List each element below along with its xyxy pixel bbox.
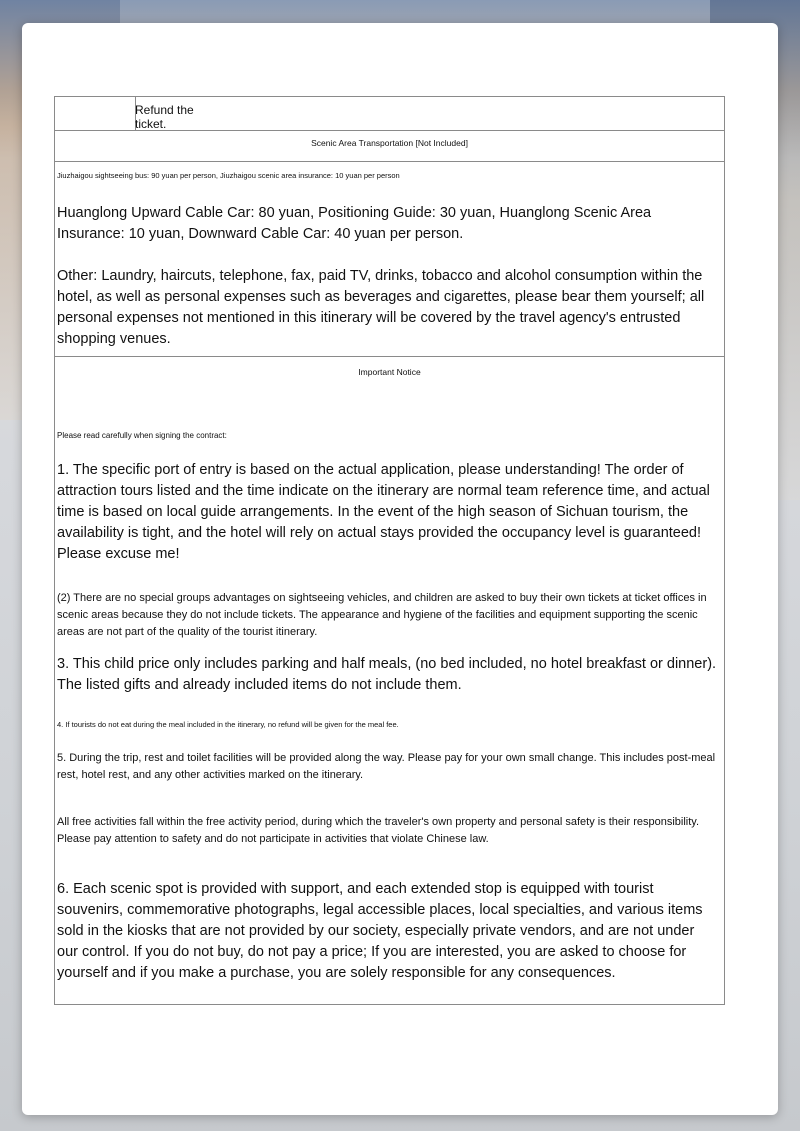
transport-section-title: Scenic Area Transportation [Not Included] <box>311 138 468 148</box>
free-activity-text: All free activities fall within the free activity period, during which the traveler's own property and personal safety is their responsibility. Please pay attention to safety and do not participate in activities that violate Chinese law. <box>57 816 700 845</box>
notice-item-6: 6. Each scenic spot is provided with support, and each extended stop is equipped with tourist souvenirs, commemorative photographs, legal accessible places, local specialties, and various items sold in the kiosks that are not provided by our society, especially private vendors, and are not under our control. If you do not buy, do not pay a price; If you are interested, you are asked to choose for yourself and if you make a purchase, you are solely responsible for any consequences. <box>57 881 703 981</box>
other-expenses-text: Other: Laundry, haircuts, telephone, fax, paid TV, drinks, tobacco and alcohol consumption within the hotel, as well as personal expenses such as beverages and cigarettes, please bear them yourself; all personal expenses not mentioned in this itinerary will be covered by the travel agency's entrusted shopping venues. <box>57 268 705 347</box>
refund-row <box>55 97 724 131</box>
notice-item-3: 3. This child price only includes parking and half meals, (no bed included, no hotel breakfast or dinner). The listed gifts and already included items do not include them. <box>57 656 717 693</box>
important-notice-title: Important Notice <box>358 367 421 377</box>
refund-row-empty-cell <box>55 97 136 130</box>
contract-intro-text: Please read carefully when signing the contract: <box>57 431 227 440</box>
notice-item-4: 4. If tourists do not eat during the meal included in the itinerary, no refund will be given for the meal fee. <box>57 720 399 729</box>
jiuzhaigou-transport-text: Jiuzhaigou sightseeing bus: 90 yuan per person, Jiuzhaigou scenic area insurance: 10 yuan per person <box>57 171 400 180</box>
notice-item-2: (2) There are no special groups advantages on sightseeing vehicles, and children are asked to buy their own tickets at ticket offices in scenic areas because they do not include tickets. The appearance and hygiene of the facilities and equipment supporting the scenic areas are not part of the quality of the tourist itinerary. <box>57 592 707 638</box>
document-page <box>22 23 778 1115</box>
notice-item-1: 1. The specific port of entry is based on the actual application, please understanding! The order of attraction tours listed and the time indicate on the itinerary are normal team reference time, and actual time is based on local guide arrangements. In the event of the high season of Sichuan tourism, the availability is tight, and the hotel will rely on actual stays provided the occupancy level is guaranteed! Please excuse me! <box>57 462 710 562</box>
itinerary-table <box>54 96 725 1005</box>
divider <box>55 161 724 162</box>
refund-text: Refund the ticket. <box>135 103 194 131</box>
notice-item-5: 5. During the trip, rest and toilet facilities will be provided along the way. Please pay for your own small change. This includes post-meal rest, hotel rest, and any other activities marked on the itinerary. <box>57 752 716 781</box>
huanglong-transport-text: Huanglong Upward Cable Car: 80 yuan, Positioning Guide: 30 yuan, Huanglong Scenic Area Insurance: 10 yuan, Downward Cable Car: 40 yuan per person. <box>57 205 652 242</box>
divider <box>55 356 724 357</box>
